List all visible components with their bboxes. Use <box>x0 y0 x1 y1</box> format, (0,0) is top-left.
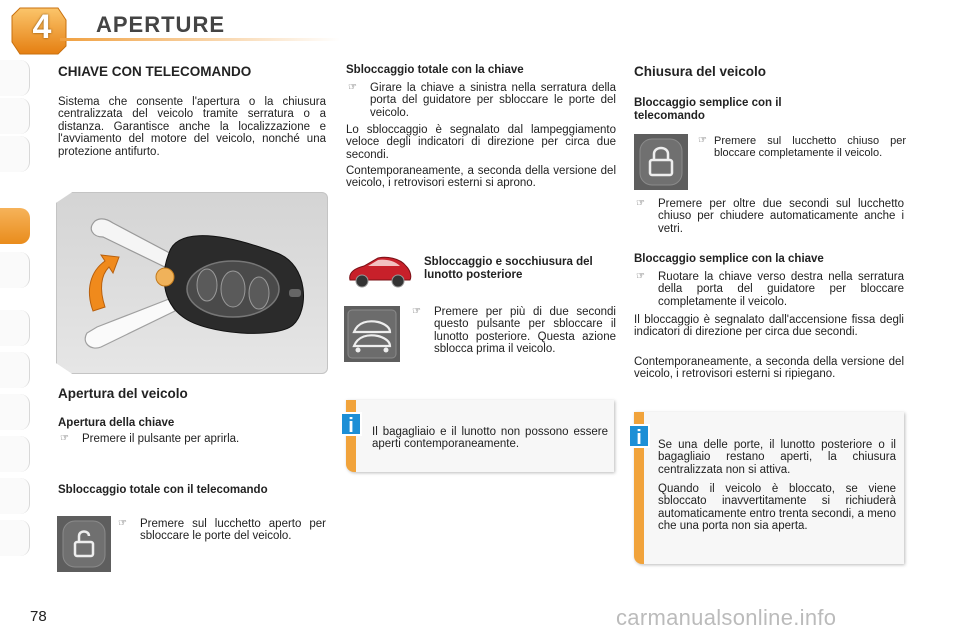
bullet-text: Premere per oltre due secondi sul lucchetto chiuso per chiudere automaticamente anche i vetri. <box>658 198 904 235</box>
page-title: APERTURE <box>96 12 226 37</box>
bullet-text: Ruotare la chiave verso destra nella serratura della porta del guidatore per bloccare completamente il veicolo. <box>658 271 904 308</box>
rear-window-button-icon <box>344 306 400 362</box>
pointing-hand-icon: ☞ <box>698 135 707 146</box>
paragraph-unlock-signal: Lo sbloccaggio è segnalato dal lampeggiamento veloce degli indicatori di direzione per circa due secondi. <box>346 124 616 161</box>
chapter-tab[interactable] <box>0 520 30 556</box>
section-heading-lock-vehicle: Chiusura del veicolo <box>634 64 767 79</box>
subheading-key-unlock: Sbloccaggio totale con la chiave <box>346 64 524 76</box>
subheading-key-lock: Bloccaggio semplice con la chiave <box>634 253 824 265</box>
chapter-tab[interactable] <box>0 252 30 288</box>
bullet-key-lock <box>632 271 904 308</box>
key-illustration-panel <box>56 192 328 374</box>
chapter-tab[interactable] <box>0 310 30 346</box>
bullet-text: Premere sul lucchetto aperto per sbloccare le porte del veicolo. <box>140 518 326 543</box>
watermark: carmanualsonline.info <box>616 605 837 630</box>
bullet-text: Premere il pulsante per aprirla. <box>82 433 240 445</box>
pointing-hand-icon: ☞ <box>348 82 357 93</box>
info-icon: i <box>340 412 362 436</box>
bullet-text: Girare la chiave a sinistra nella serratura della porta del guidatore per sbloccare le porte del veicolo. <box>370 82 616 119</box>
pointing-hand-icon: ☞ <box>60 433 69 444</box>
page-number: 78 <box>30 608 47 625</box>
chapter-tab[interactable] <box>0 436 30 472</box>
remote-key-fob-icon <box>57 193 329 375</box>
info-text-auto-relock: Quando il veicolo è bloccato, se viene sbloccato inavvertitamente si richiuderà automaticamente entro trenta secondi, a meno che una porta non sia aperta. <box>658 483 896 533</box>
info-text-lock-doors: Se una delle porte, il lunotto posteriore o il bagagliaio restano aperti, la chiusura centralizzata non si attiva. <box>658 439 896 476</box>
pointing-hand-icon: ☞ <box>412 306 421 317</box>
bullet-remote-lock <box>694 135 906 159</box>
chapter-tab[interactable] <box>0 478 30 514</box>
subheading-remote-unlock: Sbloccaggio totale con il telecomando <box>58 484 268 496</box>
chapter-tab-strip <box>0 60 34 580</box>
section-heading-open-vehicle: Apertura del veicolo <box>58 386 188 401</box>
bullet-text: Premere sul lucchetto chiuso per bloccare completamente il veicolo. <box>714 135 906 159</box>
subheading-rear-window: Sbloccaggio e socchiusura del lunotto posteriore <box>424 256 593 281</box>
chapter-tab[interactable] <box>0 98 30 134</box>
subheading-remote-lock: Bloccaggio semplice con il telecomando <box>634 97 782 122</box>
header-rule <box>60 38 340 41</box>
section-heading-remote-key: CHIAVE CON TELECOMANDO <box>58 64 252 79</box>
closed-padlock-icon <box>634 134 688 190</box>
info-text-trunk: Il bagagliaio e il lunotto non possono essere aperti contemporaneamente. <box>372 426 608 451</box>
chapter-tab-active[interactable] <box>0 208 30 244</box>
pointing-hand-icon: ☞ <box>118 518 127 529</box>
open-padlock-icon <box>57 516 111 572</box>
bullet-key-unlock <box>344 82 616 119</box>
paragraph-unlock-mirrors: Contemporaneamente, a seconda della versione del veicolo, i retrovisori esterni si aprono. <box>346 165 616 190</box>
bullet-text: Premere per più di due secondi questo pulsante per sbloccare il lunotto posteriore. Questa azione sblocca prima il veicolo. <box>434 306 616 356</box>
subheading-key-open: Apertura della chiave <box>58 417 175 429</box>
chapter-tab[interactable] <box>0 352 30 388</box>
bullet-key-open <box>56 433 326 445</box>
pointing-hand-icon: ☞ <box>636 198 645 209</box>
chapter-tab[interactable] <box>0 394 30 430</box>
pointing-hand-icon: ☞ <box>636 271 645 282</box>
bullet-remote-unlock <box>114 518 326 543</box>
paragraph-lock-signal: Il bloccaggio è segnalato dall'accensione fissa degli indicatori di direzione per circa due secondi. <box>634 314 904 339</box>
info-icon: i <box>628 424 650 448</box>
paragraph-lock-mirrors: Contemporaneamente, a seconda della versione del veicolo, i retrovisori esterni si ripiegano. <box>634 356 904 381</box>
chapter-tab[interactable] <box>0 136 30 172</box>
chapter-tab[interactable] <box>0 60 30 96</box>
intro-paragraph: Sistema che consente l'apertura o la chiusura centralizzata del veicolo tramite serratura o a distanza. Garantisce anche la localizzazione e l'avviamento del motore del veicolo, nonché una protezione antifurto. <box>58 96 326 158</box>
bullet-deadlock <box>632 198 904 235</box>
chapter-number: 4 <box>32 8 52 46</box>
bullet-rear-window <box>408 306 616 356</box>
red-hatchback-car-icon <box>344 254 414 290</box>
